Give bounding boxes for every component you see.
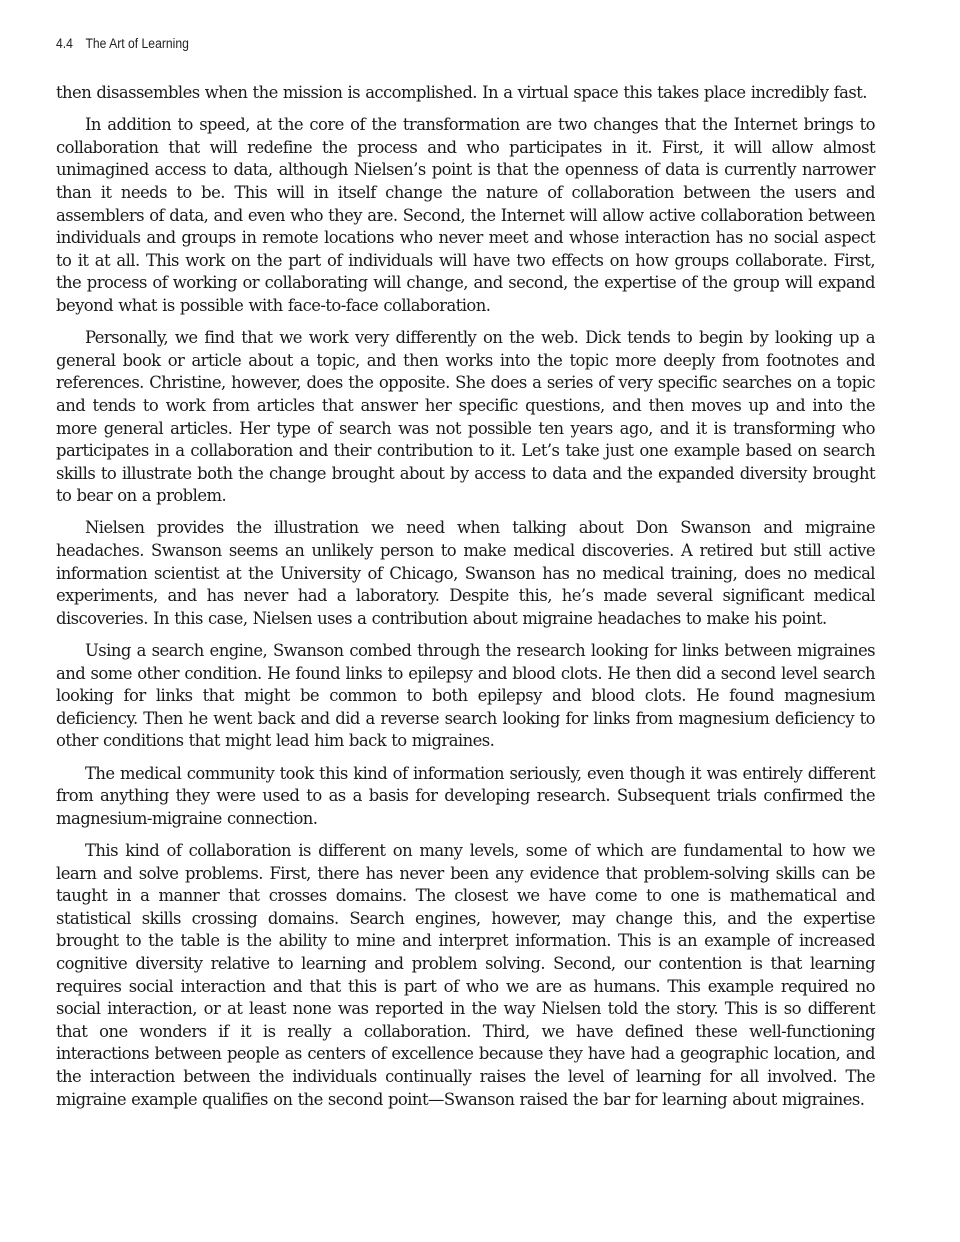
running-head	[56, 34, 793, 54]
paragraph-collaboration-levels: This kind of collaboration is different on many levels, some of which are fundamental to how we learn and solve problems. First, there has never been any evidence that problem-solving skills can be taught in a manner that crosses domains. The closest we have come to one is mathematical and statistical skills crossing domains. Search engines, however, may change this, and the expertise brought to the table is the ability to mine and interpret information. This is an example of increased cognitive diversity relative to learning and problem solving. Second, our contention is that learning requires social interaction and that this is part of who we are as humans. This example required no social interaction, or at least none was reported in the way Nielsen told the story. This is so different that one wonders if it is really a collaboration. Third, we have defined these well-functioning interactions between people as centers of excellence because they have had a geographic location, and the interaction between the individuals continually raises the level of learning for all involved. The migraine example qualifies on the second point—Swanson raised the bar for learning about migraines.	[56, 840, 875, 1109]
chapter-title: The Art of Learning	[85, 36, 189, 51]
paragraph-swanson-intro: Nielsen provides the illustration we need when talking about Don Swanson and migraine headaches. Swanson seems an unlikely person to make medical discoveries. A retired but still active information scientist at the University of Chicago, Swanson has no medical training, does no medical experiments, and has never had a laboratory. Despite this, he’s made several significant medical discoveries. In this case, Nielsen uses a contribution about migraine headaches to make his point.	[56, 518, 875, 628]
section-number: 4.4	[56, 36, 73, 51]
book-page	[56, 34, 875, 1121]
paragraph-search-engine: Using a search engine, Swanson combed through the research looking for links between migraines and some other condition. He found links to epilepsy and blood clots. He then did a second level search looking for links that might be common to both epilepsy and blood clots. He found magnesium deficiency. Then he went back and did a reverse search looking for links from magnesium deficiency to other conditions that might lead him back to migraines.	[56, 641, 875, 751]
paragraph-transformation: In addition to speed, at the core of the transformation are two changes that the Internet brings to collaboration that will redefine the process and who participates in it. First, it will allow almost unimagined access to data, although Nielsen’s point is that the openness of data is currently narrower than it needs to be. This will in itself change the nature of collaboration between the users and assemblers of data, and even who they are. Second, the Internet will allow active collaboration between individuals and groups in remote locations who never meet and whose interaction has no social aspect to it at all. This work on the part of individuals will have two effects on how groups collaborate. First, the process of working or collaborating will change, and second, the expertise of the group will expand beyond what is possible with face-to-face collaboration.	[56, 115, 875, 315]
body-text	[56, 82, 875, 1111]
paragraph-medical-community: The medical community took this kind of information seriously, even though it was entirely different from anything they were used to as a basis for developing research. Subsequent trials confirmed the magnesium-migraine connection.	[56, 763, 875, 828]
paragraph-web-search: Personally, we find that we work very differently on the web. Dick tends to begin by looking up a general book or article about a topic, and then works into the topic more deeply from footnotes and references. Christine, however, does the opposite. She does a series of very specific searches on a topic and tends to work from articles that answer her specific questions, and then moves up and into the more general articles. Her type of search was not possible ten years ago, and it is transforming who participates in a collaboration and their contribution to it. Let’s take just one example based on search skills to illustrate both the change brought about by access to data and the expanded diversity brought to bear on a problem.	[56, 328, 875, 506]
paragraph-continuation: then disassembles when the mission is accomplished. In a virtual space this takes place incredibly fast.	[56, 83, 867, 102]
